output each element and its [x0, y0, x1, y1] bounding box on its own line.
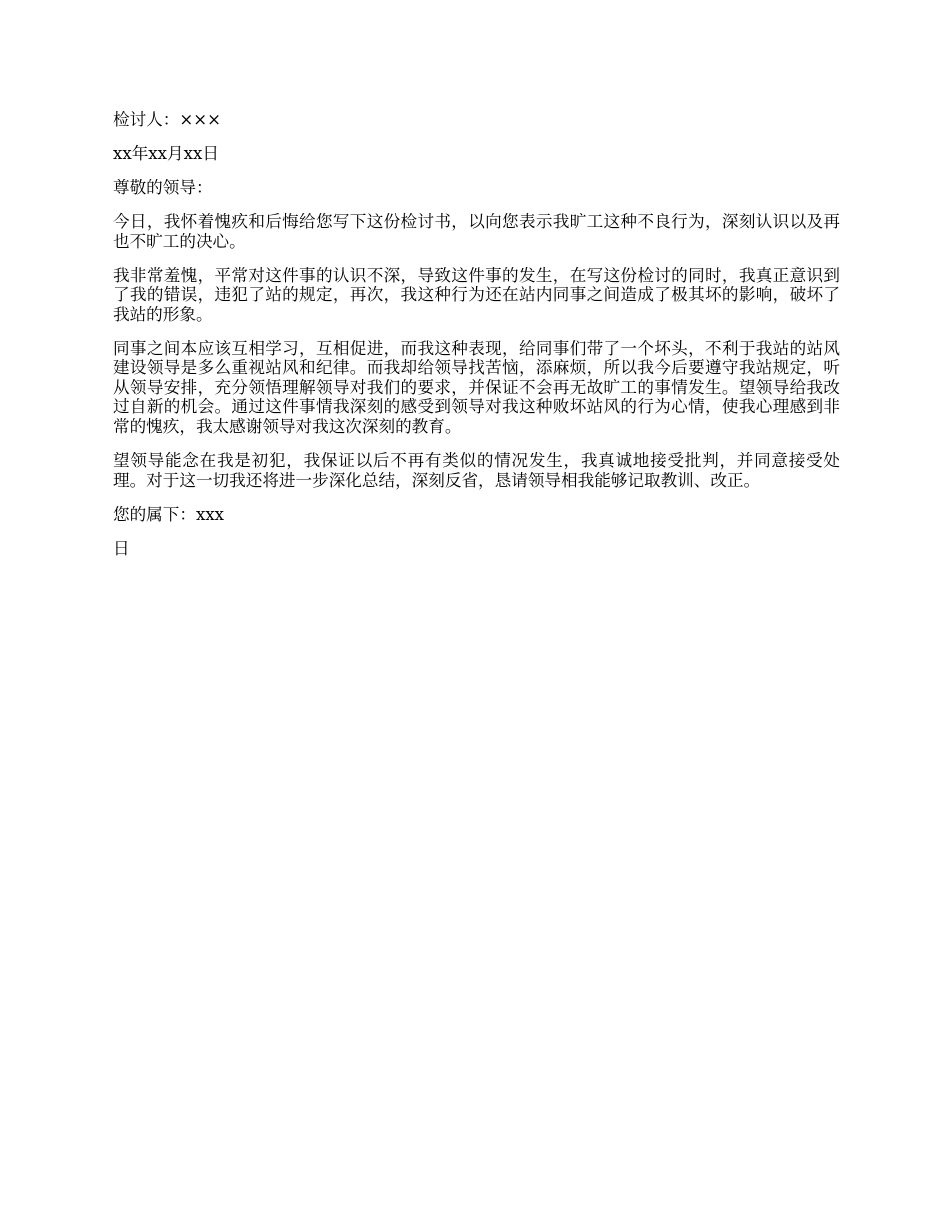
signature-line: 您的属下：xxx	[113, 504, 225, 524]
reviewer-line: 检讨人：×××	[113, 110, 222, 129]
closing-date: 日	[113, 538, 130, 558]
body-paragraph-2: 我非常羞愧，平常对这件事的认识不深，导致这件事的发生，在写这份检讨的同时，我真正意识到了我的错误，违犯了站的规定，再次，我这种行为还在站内同事之间造成了极其坏的影响，破坏了我站的形象。	[113, 265, 840, 324]
document-page	[113, 110, 840, 573]
body-paragraph-4: 望领导能念在我是初犯，我保证以后不再有类似的情况发生，我真诚地接受批判，并同意接受处理。对于这一切我还将进一步深化总结，深刻反省，恳请领导相我能够记取教训、改正。	[113, 451, 840, 490]
date-line: xx年xx月xx日	[113, 143, 219, 163]
body-paragraph-3: 同事之间本应该互相学习，互相促进，而我这种表现，给同事们带了一个坏头，不利于我站的站风建设领导是多么重视站风和纪律。而我却给领导找苦恼，添麻烦，所以我今后要遵守我站规定，听从领导安排，充分领悟理解领导对我们的要求，并保证不会再无故旷工的事情发生。望领导给我改过自新的机会。通过这件事情我深刻的感受到领导对我这种败坏站风的行为心情，使我心理感到非常的愧疚，我太感谢领导对我这次深刻的教育。	[113, 338, 840, 437]
salutation: 尊敬的领导：	[113, 177, 213, 197]
body-paragraph-1: 今日，我怀着愧疚和后悔给您写下这份检讨书，以向您表示我旷工这种不良行为，深刻认识以及再也不旷工的决心。	[113, 211, 840, 251]
